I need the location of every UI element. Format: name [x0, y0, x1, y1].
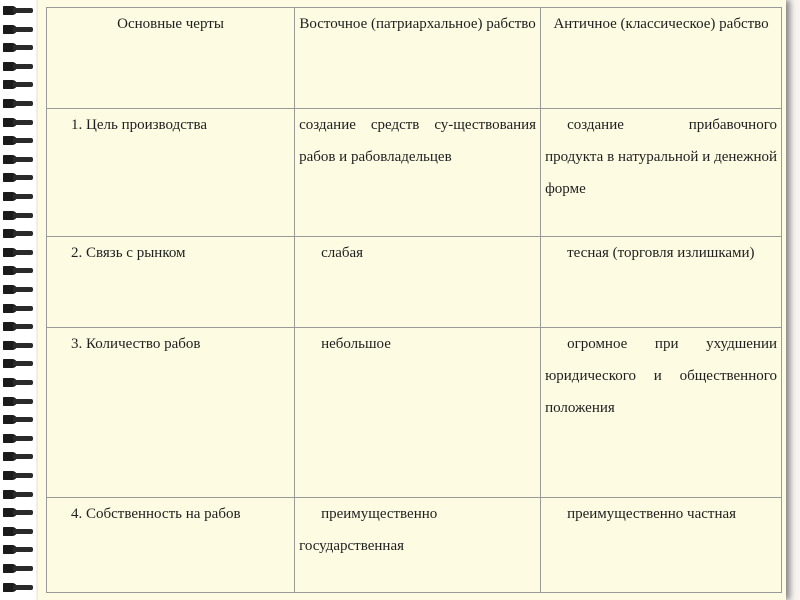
eastern-cell: создание средств су-ществования рабов и рабовладельцев [295, 109, 541, 236]
header-cell-eastern: Восточное (патриархальное) рабство [295, 8, 541, 109]
spiral-ring [3, 527, 33, 536]
comparison-table [46, 7, 782, 593]
spiral-ring [3, 266, 33, 275]
antique-cell: преимущественно частная [541, 497, 782, 592]
spiral-ring [3, 173, 33, 182]
spiral-ring [3, 80, 33, 89]
spiral-ring [3, 490, 33, 499]
spiral-ring [3, 583, 33, 592]
spiral-ring [3, 304, 33, 313]
spiral-ring [3, 452, 33, 461]
spiral-ring [3, 118, 33, 127]
spiral-ring [3, 155, 33, 164]
table-row [47, 328, 782, 498]
spiral-ring [3, 508, 33, 517]
spiral-binding [0, 0, 36, 600]
eastern-cell: преимущественно государственная [295, 497, 541, 592]
spiral-ring [3, 192, 33, 201]
header-row [47, 8, 782, 109]
spiral-ring [3, 359, 33, 368]
spiral-ring [3, 471, 33, 480]
eastern-cell: слабая [295, 236, 541, 327]
spiral-ring [3, 211, 33, 220]
table-row [47, 109, 782, 236]
spiral-ring [3, 229, 33, 238]
table-row [47, 497, 782, 592]
spiral-ring [3, 341, 33, 350]
spiral-ring [3, 248, 33, 257]
feature-cell: 4. Собственность на рабов [47, 497, 295, 592]
spiral-ring [3, 136, 33, 145]
spiral-ring [3, 322, 33, 331]
antique-cell: создание прибавочного продукта в натуральной и денежной форме [541, 109, 782, 236]
header-cell-antique: Античное (классическое) рабство [541, 8, 782, 109]
spiral-ring [3, 378, 33, 387]
spiral-ring [3, 545, 33, 554]
spiral-ring [3, 397, 33, 406]
feature-cell: 3. Количество рабов [47, 328, 295, 498]
spiral-ring [3, 285, 33, 294]
spiral-ring [3, 43, 33, 52]
header-cell-features: Основные черты [47, 8, 295, 109]
antique-cell: тесная (торговля излишками) [541, 236, 782, 327]
feature-cell: 1. Цель производства [47, 109, 295, 236]
spiral-ring [3, 415, 33, 424]
spiral-ring [3, 62, 33, 71]
feature-cell: 2. Связь с рынком [47, 236, 295, 327]
spiral-ring [3, 434, 33, 443]
eastern-cell: небольшое [295, 328, 541, 498]
spiral-ring [3, 99, 33, 108]
table-row [47, 236, 782, 327]
antique-cell: огромное при ухудшении юридического и общественного положения [541, 328, 782, 498]
spiral-ring [3, 6, 33, 15]
spiral-ring [3, 25, 33, 34]
spiral-ring [3, 564, 33, 573]
